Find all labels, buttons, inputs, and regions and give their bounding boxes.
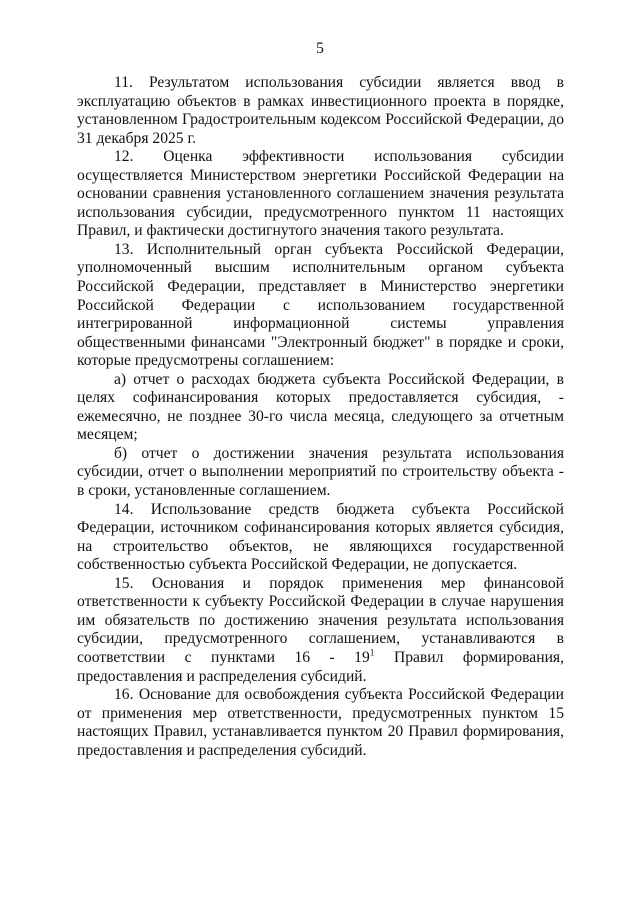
paragraph	[77, 74, 564, 148]
paragraph	[77, 371, 564, 445]
paragraph-text: Правил формирования, предоставления и распределения субсидий.	[77, 648, 564, 685]
superscript-index: 1	[369, 648, 375, 659]
page-number: 5	[316, 40, 324, 57]
paragraph-text: б) отчет о достижении значения результата использования субсидии, отчет о выполнении мероприятий по строительству объекта - в сроки, установленные соглашением.	[77, 444, 564, 500]
paragraph	[77, 241, 564, 371]
paragraph-text: 16. Основание для освобождения субъекта Российской Федерации от применения мер ответственности, предусмотренных пунктом 15 настоящих Правил, устанавливается пунктом 20 Правил формирования, предоставления и распределения субсидий.	[77, 686, 564, 759]
paragraph	[77, 148, 564, 241]
paragraph-text: 12. Оценка эффективности использования субсидии осуществляется Министерством энергетики Российской Федерации на основании сравнения установленного соглашением значения результата использования субсидии, предусмотренного пунктом 11 настоящих Правил, и фактически достигнутого значения такого результата.	[77, 148, 564, 240]
paragraph	[77, 501, 564, 575]
paragraph-text: 15. Основания и порядок применения мер финансовой ответственности к субъекту Российской Федерации в случае нарушения им обязательств по достижению значения результата использования субсидии, предусмотренного соглашением, устанавливаются в соответствии с пунктами 16 - 19	[77, 574, 564, 666]
paragraph	[77, 686, 564, 760]
paragraph-text: 13. Исполнительный орган субъекта Российской Федерации, уполномоченный высшим исполнительным органом субъекта Российской Федерации, представляет в Министерство энергетики Российской Федерации с использованием государственной интегрированной информационной системы управления общественными финансами "Электронный бюджет" в порядке и сроки, которые предусмотрены соглашением:	[77, 240, 564, 370]
paragraph	[77, 575, 564, 686]
paragraph-text: 14. Использование средств бюджета субъекта Российской Федерации, источником софинансирования которых является субсидия, на строительство объектов, не являющихся государственной собственностью субъекта Российской Федерации, не допускается.	[77, 500, 564, 574]
paragraph-text: а) отчет о расходах бюджета субъекта Российской Федерации, в целях софинансирования которых предоставляется субсидия, - ежемесячно, не позднее 30-го числа месяца, следующего за отчетным месяцем;	[77, 370, 564, 444]
paragraph	[77, 445, 564, 501]
paragraph-text: 11. Результатом использования субсидии является ввод в эксплуатацию объектов в рамках инвестиционного проекта в порядке, установленном Градостроительным кодексом Российской Федерации, до 31 декабря 2025 г.	[77, 74, 564, 147]
document-body	[77, 74, 564, 760]
